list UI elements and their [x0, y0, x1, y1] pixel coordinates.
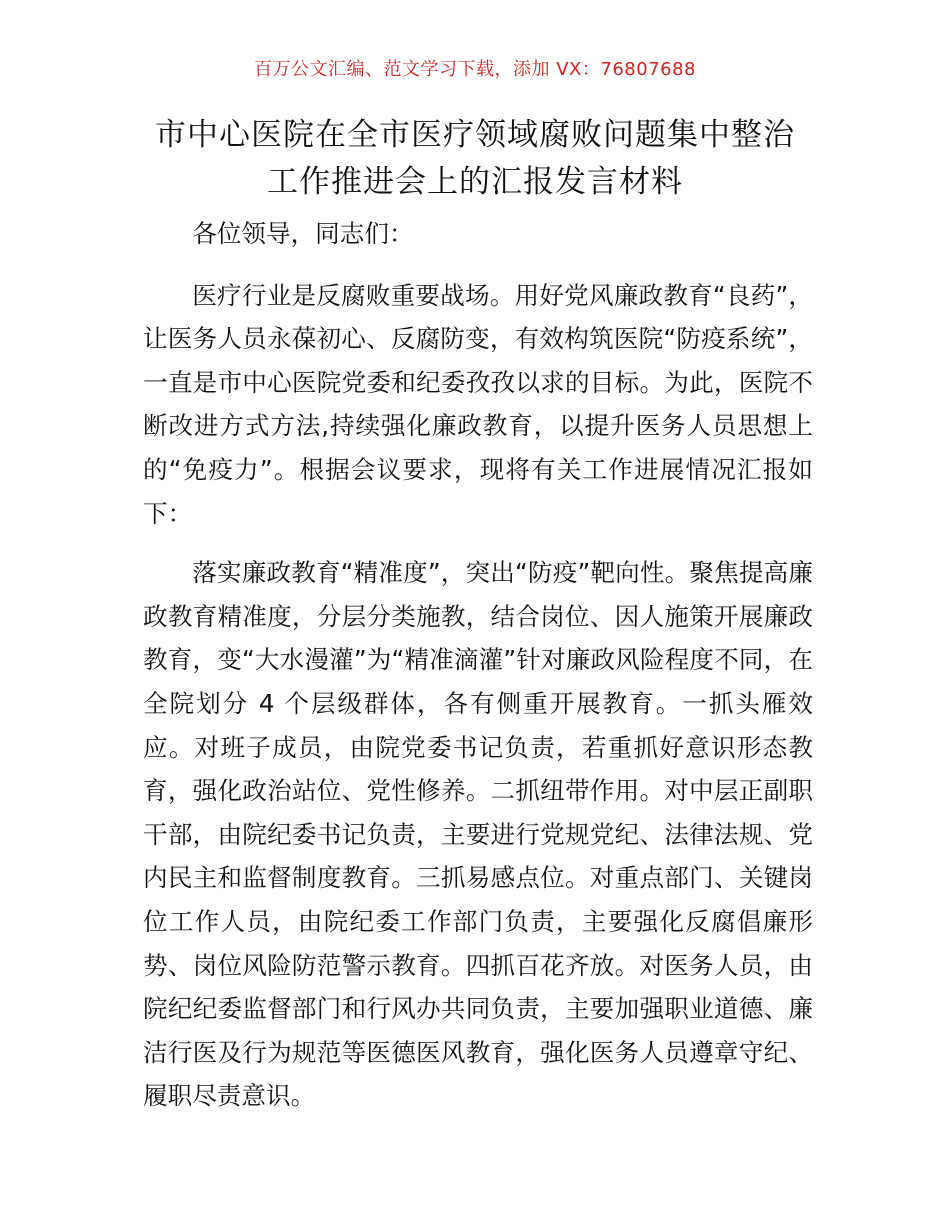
header-banner: 百万公文汇编、范文学习下载，添加 VX：76807688 — [254, 59, 696, 80]
title-line-1: 市中心医院在全市医疗领域腐败问题集中整治 — [155, 117, 795, 153]
document-body — [143, 212, 813, 1118]
paragraph-intro: 医疗行业是反腐败重要战场。用好党风廉政教育“良药”，让医务人员永葆初心、反腐防变，有效构筑医院“防疫系统”，一直是市中心医院党委和纪委孜孜以求的目标。为此，医院不断改进方式方法,持续强化廉政教育，以提升医务人员思想上的“免疫力”。根据会议要求，现将有关工作进展情况汇报如下： — [143, 280, 813, 528]
paragraph-education: 落实廉政教育“精准度”，突出“防疫”靶向性。聚焦提高廉政教育精准度，分层分类施教，结合岗位、因人施策开展廉政教育，变“大水漫灌”为“精准滴灌”针对廉政风险程度不同，在全院划分 4 个层级群体，各有侧重开展教育。一抓头雁效应。对班子成员，由院党委书记负责，若重抓好意识形态教育，强化政治站位、党性修养。二抓纽带作用。对中层正副职干部，由院纪委书记负责，主要进行党规党纪、法律法规、党内民主和监督制度教育。三抓易感点位。对重点部门、关键岗位工作人员，由院纪委工作部门负责，主要强化反腐倡廉形势、岗位风险防范警示教育。四抓百花齐放。对医务人员，由院纪纪委监督部门和行风办共同负责，主要加强职业道德、廉洁行医及行为规范等医德医风教育，强化医务人员遵章守纪、履职尽责意识。 — [143, 558, 813, 1111]
title-line-2: 工作推进会上的汇报发言材料 — [267, 164, 683, 200]
salutation: 各位领导，同志们： — [192, 219, 414, 248]
document-title — [60, 112, 890, 206]
